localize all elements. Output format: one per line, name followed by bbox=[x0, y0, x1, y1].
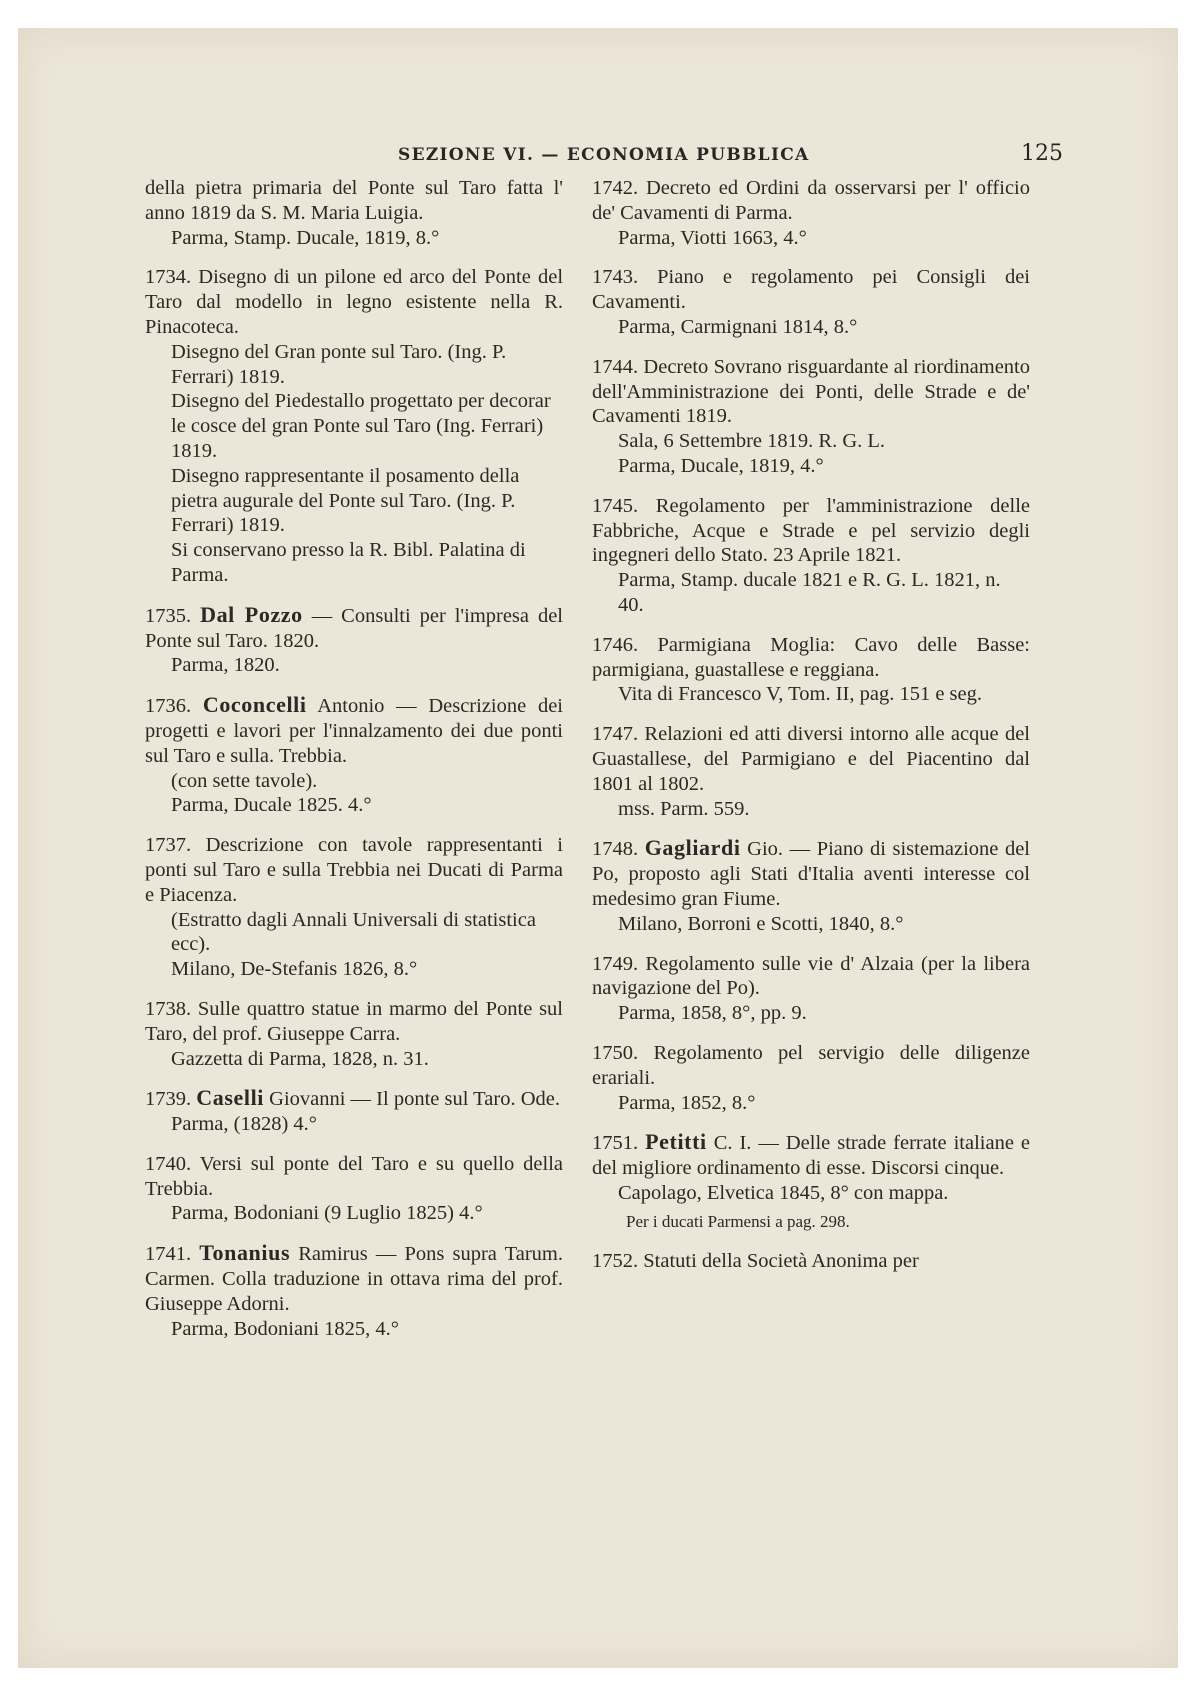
entry-author: Dal Pozzo bbox=[200, 601, 303, 627]
entry-publication: Vita di Francesco V, Tom. II, pag. 151 e seg. bbox=[618, 683, 982, 706]
entry-text bbox=[145, 693, 563, 768]
entry-title: Antonio — Descrizione dei progetti e lavori per l'innalzamento dei due ponti sul Taro e sulla. Trebbia. bbox=[145, 695, 563, 767]
section-title: SEZIONE VI. — ECONOMIA PUBBLICA bbox=[398, 145, 810, 165]
entry-publication: Parma, 1820. bbox=[171, 654, 280, 677]
entry-number: 1745. bbox=[592, 494, 639, 517]
entry-publication: Si conservano presso la R. Bibl. Palatina di Parma. bbox=[171, 539, 526, 586]
entry-number: 1751. bbox=[592, 1132, 639, 1155]
entry-title: Regolamento sulle vie d' Alzaia (per la libera navigazione del Po). bbox=[592, 952, 1031, 1000]
entry-title: Gio. — Piano di sistemazione del Po, proposto agli Stati d'Italia aventi interesse col medesimo gran Fiume. bbox=[592, 838, 1031, 910]
catalog-entry bbox=[145, 997, 563, 1071]
catalog-entry bbox=[145, 1086, 563, 1137]
catalog-entry bbox=[145, 176, 563, 250]
entry-note: Per i ducati Parmensi a pag. 298. bbox=[626, 1211, 850, 1231]
catalog-entry bbox=[145, 1241, 563, 1341]
entry-text bbox=[592, 1041, 1030, 1091]
entry-number: 1741. bbox=[145, 1243, 192, 1266]
catalog-entry bbox=[592, 836, 1030, 936]
entry-publication: (con sette tavole). bbox=[171, 769, 318, 792]
catalog-entry bbox=[145, 693, 563, 818]
entry-number: 1750. bbox=[592, 1041, 639, 1064]
entry-number: 1735. bbox=[145, 604, 192, 627]
entry-publication: Milano, De-Stefanis 1826, 8.° bbox=[171, 958, 418, 981]
entry-publication: (Estratto dagli Annali Universali di statistica ecc). bbox=[171, 908, 536, 956]
entry-title: della pietra primaria del Ponte sul Taro fatta l' anno 1819 da S. M. Maria Luigia. bbox=[145, 177, 563, 224]
catalog-entry bbox=[592, 1249, 1030, 1274]
entry-number: 1740. bbox=[145, 1152, 192, 1175]
entry-publication: Parma, Viotti 1663, 4.° bbox=[618, 226, 807, 249]
catalog-entry bbox=[592, 176, 1030, 250]
entry-number: 1746. bbox=[592, 633, 639, 656]
entry-number: 1747. bbox=[592, 723, 639, 746]
entry-publication: Disegno rappresentante il posamento della pietra augurale del Ponte sul Taro. (Ing. P. Ferrari) 1819. bbox=[171, 464, 520, 537]
entry-publication: Parma, Bodoniani 1825, 4.° bbox=[171, 1317, 399, 1340]
entry-title: Sulle quattro statue in marmo del Ponte sul Taro, del prof. Giuseppe Carra. bbox=[145, 997, 564, 1045]
entry-publication: Parma, Bodoniani (9 Luglio 1825) 4.° bbox=[171, 1202, 483, 1225]
catalog-entry bbox=[592, 355, 1030, 479]
entry-publication: Parma, Stamp. Ducale, 1819, 8.° bbox=[171, 226, 440, 249]
catalog-entry bbox=[592, 633, 1030, 707]
entry-title: Parmigiana Moglia: Cavo delle Basse: parmigiana, guastallese e reggiana. bbox=[592, 633, 1030, 681]
entry-title: Disegno di un pilone ed arco del Ponte del Taro dal modello in legno esistente nella R. Pinacoteca. bbox=[145, 266, 564, 338]
entry-text bbox=[592, 952, 1030, 1002]
entry-number: 1737. bbox=[145, 834, 192, 857]
entry-publication: Disegno del Gran ponte sul Taro. (Ing. P. Ferrari) 1819. bbox=[171, 340, 507, 388]
entry-author: Coconcelli bbox=[202, 692, 307, 718]
entry-text bbox=[592, 494, 1030, 568]
entry-number: 1744. bbox=[592, 355, 639, 378]
entry-text bbox=[145, 1152, 563, 1202]
entry-number: 1749. bbox=[592, 952, 639, 975]
entry-publication: Gazzetta di Parma, 1828, n. 31. bbox=[171, 1047, 429, 1070]
entry-title: Decreto ed Ordini da osservarsi per l' officio de' Cavamenti di Parma. bbox=[592, 177, 1030, 224]
entry-text bbox=[145, 603, 563, 654]
catalog-entry bbox=[592, 494, 1030, 618]
entry-text bbox=[145, 176, 563, 226]
entry-number: 1739. bbox=[145, 1088, 192, 1111]
entry-text bbox=[145, 997, 563, 1047]
entry-number: 1742. bbox=[592, 177, 639, 199]
entry-title: Giovanni — Il ponte sul Taro. Ode. bbox=[264, 1088, 560, 1111]
entry-title: Statuti della Società Anonima per bbox=[643, 1250, 919, 1273]
entry-publication: Parma, Ducale 1825. 4.° bbox=[171, 794, 372, 817]
entry-number: 1734. bbox=[145, 266, 192, 289]
entry-author: Gagliardi bbox=[644, 835, 741, 861]
entry-text bbox=[592, 176, 1030, 226]
entry-number: 1743. bbox=[592, 266, 639, 289]
entry-title: Ramirus — Pons supra Tarum. Carmen. Colla traduzione in ottava rima del prof. Giuseppe Adorni. bbox=[145, 1243, 564, 1315]
entry-publication: Capolago, Elvetica 1845, 8° con mappa. bbox=[618, 1181, 949, 1204]
entry-publication: Sala, 6 Settembre 1819. R. G. L. bbox=[618, 430, 886, 453]
catalog-entry bbox=[592, 265, 1030, 339]
entry-title: — Consulti per l'impresa del Ponte sul Taro. 1820. bbox=[145, 604, 564, 652]
entry-publication: Parma, (1828) 4.° bbox=[171, 1113, 317, 1136]
entry-text bbox=[145, 833, 563, 907]
right-column bbox=[592, 176, 1030, 1289]
left-column bbox=[145, 176, 563, 1356]
catalog-entry bbox=[145, 603, 563, 678]
entry-title: Piano e regolamento pei Consigli dei Cavamenti. bbox=[592, 266, 1030, 314]
entry-author: Tonanius bbox=[199, 1240, 291, 1266]
entry-publication: Parma, 1852, 8.° bbox=[618, 1091, 756, 1114]
entry-text bbox=[145, 265, 563, 339]
entry-publication: Parma, Stamp. ducale 1821 e R. G. L. 1821, n. 40. bbox=[618, 569, 1001, 616]
entry-title: Relazioni ed atti diversi intorno alle acque del Guastallese, del Parmigiano e del Piacentino dal 1801 al 1802. bbox=[592, 723, 1030, 795]
entry-publication: Parma, Carmignani 1814, 8.° bbox=[618, 315, 858, 338]
entry-publication: Disegno del Piedestallo progettato per decorar le cosce del gran Ponte sul Taro (Ing. Ferrari) 1819. bbox=[171, 390, 551, 462]
page-number: 125 bbox=[1021, 141, 1063, 166]
entry-text bbox=[145, 1241, 563, 1316]
entry-number: 1748. bbox=[592, 838, 639, 861]
entry-text bbox=[592, 722, 1030, 796]
entry-title: Regolamento per l'amministrazione delle Fabbriche, Acque e Strade e pel servizio degli ingegneri dello Stato. 23 Aprile 1821. bbox=[592, 494, 1030, 567]
entry-text bbox=[145, 1086, 563, 1112]
entry-publication: mss. Parm. 559. bbox=[618, 797, 750, 820]
entry-title: Descrizione con tavole rappresentanti i ponti sul Taro e sulla Trebbia nei Ducati di Parma e Piacenza. bbox=[145, 834, 563, 906]
entry-number: 1736. bbox=[145, 695, 192, 718]
entry-title: Decreto Sovrano risguardante al riordinamento dell'Amministrazione dei Ponti, delle Strade e de' Cavamenti 1819. bbox=[592, 355, 1031, 428]
entry-title: C. I. — Delle strade ferrate italiane e del migliore ordinamento di esse. Discorsi cinque. bbox=[592, 1132, 1031, 1180]
entry-title: Regolamento pel servigio delle diligenze erariali. bbox=[592, 1041, 1031, 1089]
entry-publication: Milano, Borroni e Scotti, 1840, 8.° bbox=[618, 912, 904, 935]
catalog-entry bbox=[592, 1041, 1030, 1115]
entry-publication: Parma, Ducale, 1819, 4.° bbox=[618, 454, 824, 477]
entry-text bbox=[592, 265, 1030, 315]
entry-text bbox=[592, 836, 1030, 911]
entry-text bbox=[592, 355, 1030, 429]
entry-author: Caselli bbox=[196, 1085, 265, 1111]
catalog-entry bbox=[145, 1152, 563, 1226]
catalog-entry bbox=[145, 265, 563, 587]
catalog-entry bbox=[145, 833, 563, 982]
entry-number: 1752. bbox=[592, 1250, 639, 1273]
entry-author: Petitti bbox=[645, 1129, 707, 1155]
entry-text bbox=[592, 633, 1030, 683]
entry-title: Versi sul ponte del Taro e su quello della Trebbia. bbox=[145, 1152, 563, 1200]
entry-text bbox=[592, 1249, 1030, 1274]
entry-text bbox=[592, 1130, 1030, 1181]
catalog-entry bbox=[592, 1130, 1030, 1234]
entry-publication: Parma, 1858, 8°, pp. 9. bbox=[618, 1002, 807, 1025]
catalog-entry bbox=[592, 952, 1030, 1026]
entry-number: 1738. bbox=[145, 997, 192, 1020]
catalog-entry bbox=[592, 722, 1030, 821]
